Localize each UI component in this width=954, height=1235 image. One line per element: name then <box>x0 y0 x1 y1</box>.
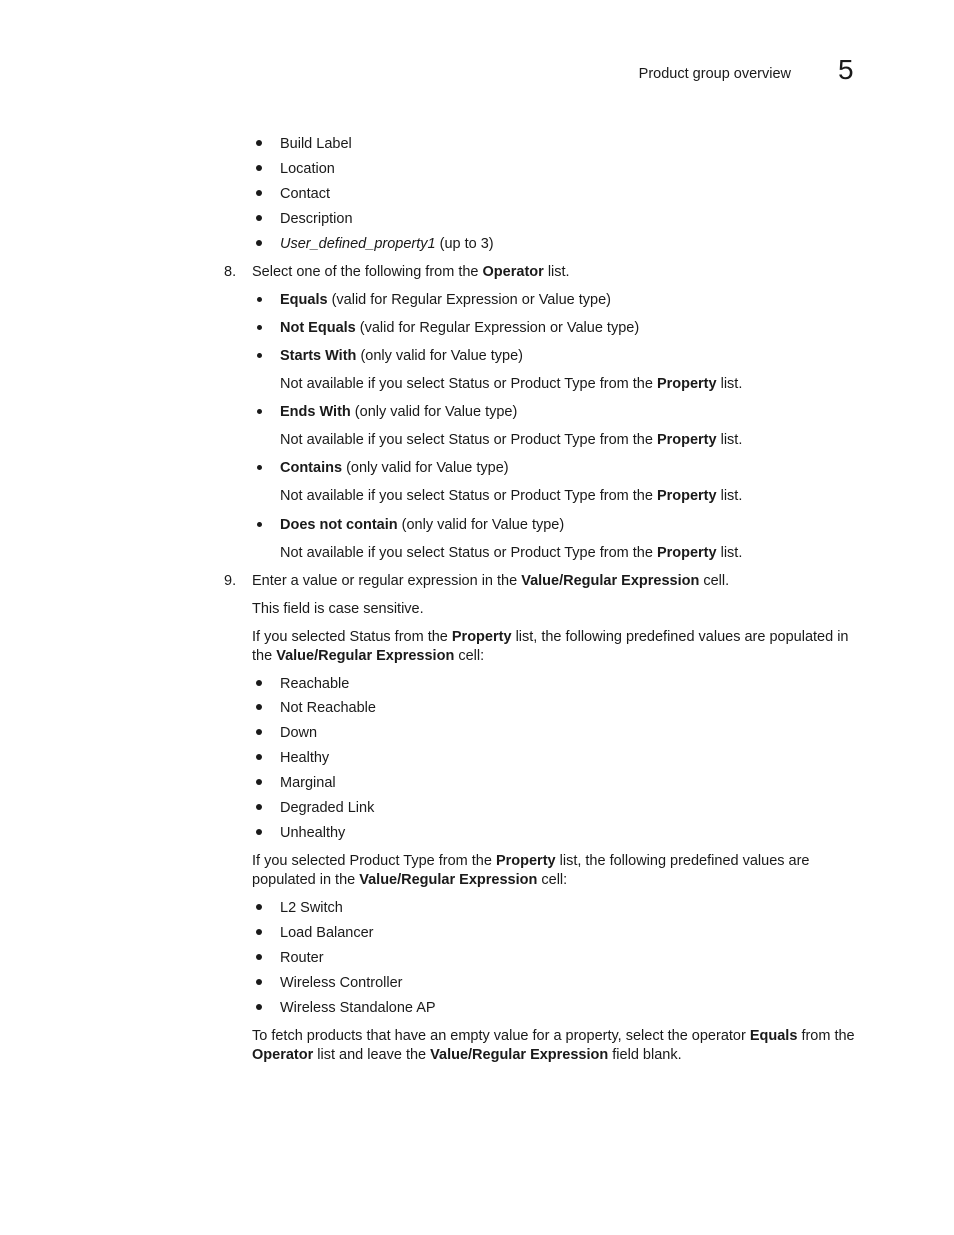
user-defined-property-name: User_defined_property1 <box>280 236 436 252</box>
bullet-icon <box>256 804 262 810</box>
list-item: Wireless Controller <box>280 975 403 991</box>
status-paragraph-line1: If you selected Status from the Property list, the following predefined values are populated in <box>252 629 849 645</box>
availability-note: Not available if you select Status or Product Type from the Property list. <box>280 488 743 504</box>
bullet-icon <box>256 729 262 735</box>
list-item: Not Equals (valid for Regular Expression or Value type) <box>280 320 640 336</box>
bullet-icon <box>256 680 262 686</box>
bullet-icon <box>256 240 262 246</box>
bullet-icon <box>256 1004 262 1010</box>
bullet-icon <box>256 979 262 985</box>
bullet-icon <box>257 297 262 302</box>
list-item: Equals (valid for Regular Expression or Value type) <box>280 292 611 308</box>
list-item: Does not contain (only valid for Value type) <box>280 517 565 533</box>
list-item: Load Balancer <box>280 925 374 941</box>
availability-note: Not available if you select Status or Product Type from the Property list. <box>280 432 743 448</box>
bullet-icon <box>256 829 262 835</box>
step-number: 8. <box>224 264 237 280</box>
list-item: Ends With (only valid for Value type) <box>280 404 518 420</box>
list-item: Healthy <box>280 750 330 766</box>
product-type-paragraph-line1: If you selected Product Type from the Property list, the following predefined values are <box>252 853 810 869</box>
step-number: 9. <box>224 573 237 589</box>
bullet-icon <box>257 353 262 358</box>
bullet-icon <box>256 140 262 146</box>
availability-note: Not available if you select Status or Product Type from the Property list. <box>280 376 743 392</box>
list-item: Contact <box>280 186 330 202</box>
bullet-icon <box>256 929 262 935</box>
bullet-icon <box>256 190 262 196</box>
list-item: Contains (only valid for Value type) <box>280 460 509 476</box>
list-item: Marginal <box>280 775 336 791</box>
product-type-paragraph-line2: populated in the Value/Regular Expression cell: <box>252 872 568 888</box>
list-item: L2 Switch <box>280 900 343 916</box>
availability-note: Not available if you select Status or Product Type from the Property list. <box>280 545 743 561</box>
bullet-icon <box>256 779 262 785</box>
bullet-icon <box>257 325 262 330</box>
bullet-icon <box>256 754 262 760</box>
fetch-paragraph-line2: Operator list and leave the Value/Regular Expression field blank. <box>252 1047 682 1063</box>
bullet-icon <box>256 904 262 910</box>
list-item: Starts With (only valid for Value type) <box>280 348 523 364</box>
list-item: Description <box>280 211 353 227</box>
list-item: Wireless Standalone AP <box>280 1000 436 1016</box>
list-item: Router <box>280 950 324 966</box>
fetch-paragraph-line1: To fetch products that have an empty value for a property, select the operator Equals from the <box>252 1028 855 1044</box>
step8-intro: Select one of the following from the Operator list. <box>252 264 570 280</box>
case-sensitive-note: This field is case sensitive. <box>252 601 424 617</box>
list-item: User_defined_property1 (up to 3) <box>280 236 494 252</box>
bullet-icon <box>256 954 262 960</box>
status-paragraph-line2: the Value/Regular Expression cell: <box>252 648 485 664</box>
bullet-icon <box>257 522 262 527</box>
bullet-icon <box>256 704 262 710</box>
bullet-icon <box>256 165 262 171</box>
bullet-icon <box>257 465 262 470</box>
list-item: Degraded Link <box>280 800 375 816</box>
list-item: Location <box>280 161 335 177</box>
list-item: Unhealthy <box>280 825 346 841</box>
step9-intro: Enter a value or regular expression in the Value/Regular Expression cell. <box>252 573 730 589</box>
list-item: Down <box>280 725 318 741</box>
list-item: Reachable <box>280 676 350 692</box>
chapter-number: 5 <box>838 54 854 85</box>
list-item: Not Reachable <box>280 700 376 716</box>
bullet-icon <box>256 215 262 221</box>
list-item: Build Label <box>280 136 352 152</box>
bullet-icon <box>257 409 262 414</box>
page-header-title: Product group overview <box>638 66 791 82</box>
